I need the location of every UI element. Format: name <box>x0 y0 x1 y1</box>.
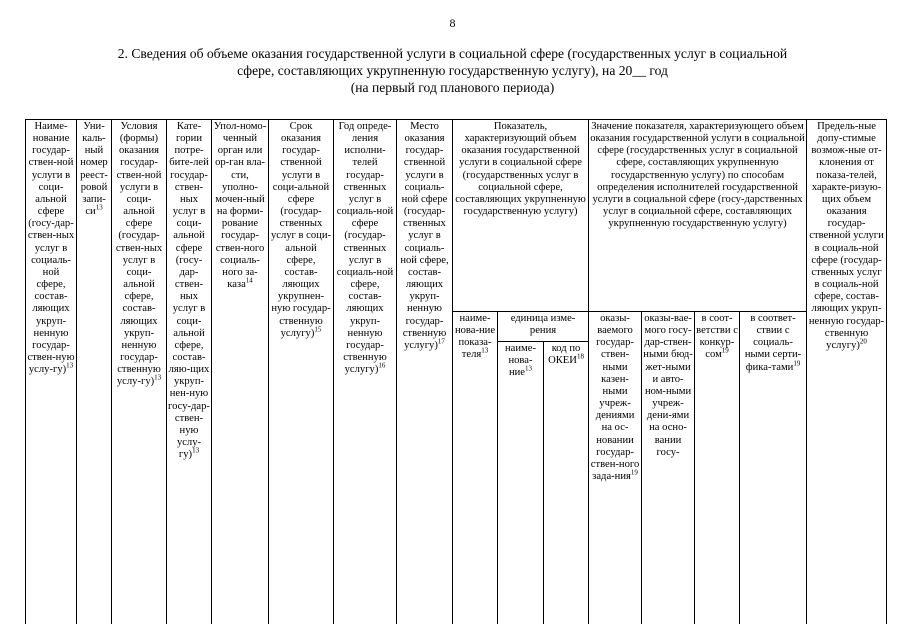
header-indicator-group: Показатель, характеризующий объем оказания государственной услуги в социальной сфере (государственных услуг в социальной сфере, составляющих укрупненную государственную услугу) <box>453 120 589 312</box>
header-value-certificates: в соответ-ствии с социаль-ными серти-фика-тами$^{19}$ <box>740 312 807 624</box>
service-volume-table <box>25 119 887 624</box>
header-indicator-name: наиме-нова-ние показа-теля$^{13}$ <box>453 312 498 624</box>
header-unique-number: Уни-каль-ный номер реест-ровой запи-$си^{13}$ <box>77 120 112 624</box>
title-line-3: (на первый год планового периода) <box>350 80 555 95</box>
header-service-name: Наиме-нование государ-ствен-ной услуги в соци-альной сфере (госу-дар-ствен-ных услуг в социаль-ной сфере, состав-ляющих укруп-ненную государ-ствен-ную услу-гу)$^{13}$ <box>26 120 77 624</box>
title-line-2: сфере, составляющих укрупненную государственную услугу), на 20__ год <box>237 63 668 78</box>
header-year-determining: Год опреде-ления исполни-телей государ-ственных услуг в социаль-ной сфере (государ-ственных услуг в социаль-ной сфере, состав-ляющих укруп-ненную государ-ственную услугу)$^{16}$ <box>334 120 397 624</box>
header-unit-group: единица изме-рения <box>498 312 589 342</box>
header-unit-name: наиме-нова-ние$^{13}$ <box>498 342 544 624</box>
header-consumer-categories: Кате-гории потре-бите-лей государ-ствен-ных услуг в соци-альной сфере (госу-дар-ствен-ных услуг в соци-альной сфере, состав-ляю-щих укруп-нен-ную госу-дар-ствен-ную услу-гу)$^{13}$ <box>167 120 212 624</box>
header-deviation: Предель-ные допу-стимые возмож-ные от-клонения от показа-телей, характе-ризую-щих объем оказания государ-ственной услуги в социаль-ной сфере (государ-ственных услуг в социаль-ной сфере, состав-ляющих укруп-ненную государ-ственную услугу)$^{20}$ <box>807 120 887 624</box>
header-authorized-body: Упол-номо-ченный орган или ор-ган вла-сти, уполно-мочен-ный на форми-рование государ-ствен-ного социаль-ного за-каза$^{14}$ <box>212 120 269 624</box>
header-value-state-task-treasury: оказы-ваемого государ-ствен-ными казен-ными учреж-дениями на ос-новании государ-ствен-ного зада-ния$^{19}$ <box>589 312 642 624</box>
header-value-group: Значение показателя, характеризующего объем оказания государственной услуги в социальной сфере (государственных услуг в социальной сфере, составляющих укрупненную государственную услугу) по способам определения исполнителей государственной услуги в социальной сфере (госу-дарственных услуг в социальной сфере, составляющих укрупненную государственную услугу) <box>589 120 807 312</box>
page-number: 8 <box>449 16 456 30</box>
header-value-state-task-budget: оказы-вае-мого госу-дар-ствен-ными бюд-жет-ными и авто-ном-ными учреж-дени-ями на осно-вании госу- <box>642 312 695 624</box>
header-unit-code: код по ОКЕИ$^{18}$ <box>544 342 589 624</box>
section-title <box>40 45 865 96</box>
header-conditions: Условия (формы) оказания государ-ствен-ной услуги в соци-альной сфере (государ-ствен-ных услуг в соци-альной сфере, состав-ляющих укруп-ненную государ-ственную услу-гу)$^{13}$ <box>112 120 167 624</box>
title-line-1: 2. Сведения об объеме оказания государственной услуги в социальной сфере (государственных услуг в социальной <box>117 46 788 61</box>
header-value-competition: в соот-ветстви с конкур-сом$^{19}$ <box>695 312 740 624</box>
header-place: Место оказания государ-ственной услуги в социаль-ной сфере (государ-ственных услуг в социаль-ной сфере, состав-ляющих укруп-ненную государ-ственную услугу)$^{17}$ <box>397 120 453 624</box>
header-term: Срок оказания государ-ственной услуги в соци-альной сфере (государ-ственных услуг в соци-альной сфере, состав-ляющих укрупнен-ную государ-ственную услугу)$^{15}$ <box>269 120 334 624</box>
